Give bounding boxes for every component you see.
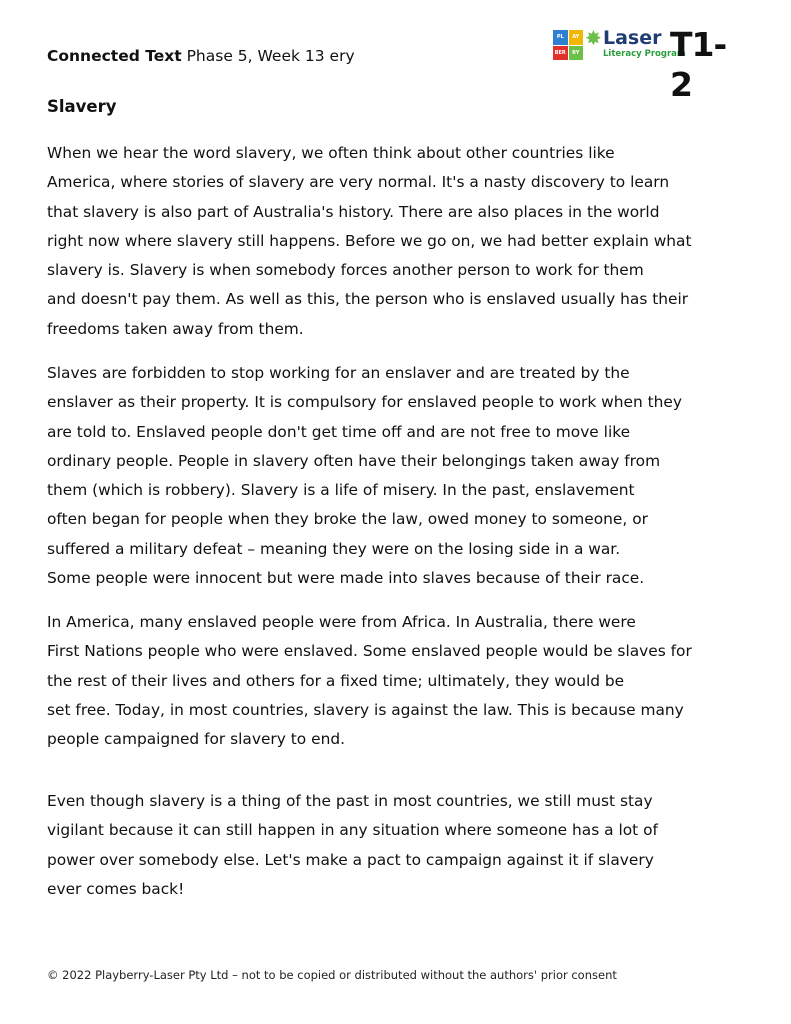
header-label-bold: Connected Text: [47, 47, 182, 65]
text-line: right now where slavery still happens. Before we go on, we had better explain what: [47, 231, 692, 250]
text-line: Slaves are forbidden to stop working for an enslaver and are treated by the: [47, 364, 630, 382]
header-label-rest: Phase 5, Week 13 ery: [181, 47, 355, 65]
text-line: and doesn't pay them. As well as this, the person who is enslaved usually has their: [47, 290, 689, 309]
paragraph-1: [47, 139, 757, 344]
logo-name: Laser: [603, 27, 662, 49]
text-line: enslaver as their property. It is compulsory for enslaved people to work when they: [47, 393, 683, 412]
text-line: In America, many enslaved people were from Africa. In Australia, there were: [47, 613, 636, 631]
logo-level: T1-2: [670, 25, 727, 104]
text-line: power over somebody else. Let's make a pact to campaign against it if slavery: [47, 850, 654, 869]
starburst-icon: ✸: [585, 26, 602, 50]
paragraph-2: [47, 359, 757, 593]
copyright-footer: © 2022 Playberry-Laser Pty Ltd – not to be copied or distributed without the authors' prior consent: [47, 968, 617, 982]
logo-cell: AY: [569, 30, 584, 45]
text-line: ever comes back!: [47, 879, 185, 898]
text-line: often began for people when they broke the law, owed money to someone, or: [47, 510, 648, 529]
text-line: people campaigned for slavery to end.: [47, 730, 345, 749]
paragraph-3: [47, 608, 757, 754]
text-line: slavery is. Slavery is when somebody forces another person to work for them: [47, 261, 644, 280]
text-line: that slavery is also part of Australia's history. There are also places in the world: [47, 202, 660, 221]
text-line: vigilant because it can still happen in any situation where someone has a lot of: [47, 821, 658, 840]
text-line: First Nations people who were enslaved. Some enslaved people would be slaves for: [47, 642, 692, 661]
logo-cell: BER: [553, 46, 568, 61]
text-line: freedoms taken away from them.: [47, 319, 304, 338]
text-line: are told to. Enslaved people don't get time off and are not free to move like: [47, 422, 631, 441]
paragraph-4: [47, 787, 757, 904]
logo-cell: PL: [553, 30, 568, 45]
text-line: them (which is robbery). Slavery is a life of misery. In the past, enslavement: [47, 481, 635, 500]
logo-cell: RY: [569, 46, 584, 61]
text-line: Some people were innocent but were made into slaves because of their race.: [47, 569, 645, 588]
page-title: Slavery: [47, 97, 117, 116]
text-line: suffered a military defeat – meaning they were on the losing side in a war.: [47, 539, 621, 558]
document-header: [47, 47, 355, 65]
logo-subtitle: Literacy Program: [603, 49, 686, 59]
text-line: When we hear the word slavery, we often think about other countries like: [47, 144, 615, 162]
text-line: the rest of their lives and others for a fixed time; ultimately, they would be: [47, 671, 625, 690]
text-line: set free. Today, in most countries, slavery is against the law. This is because many: [47, 700, 684, 719]
text-line: Even though slavery is a thing of the past in most countries, we still must stay: [47, 792, 653, 810]
laser-logo: [553, 25, 738, 104]
playberry-grid-icon: [553, 30, 583, 60]
text-line: ordinary people. People in slavery often have their belongings taken away from: [47, 451, 661, 470]
text-line: America, where stories of slavery are very normal. It's a nasty discovery to learn: [47, 173, 670, 192]
